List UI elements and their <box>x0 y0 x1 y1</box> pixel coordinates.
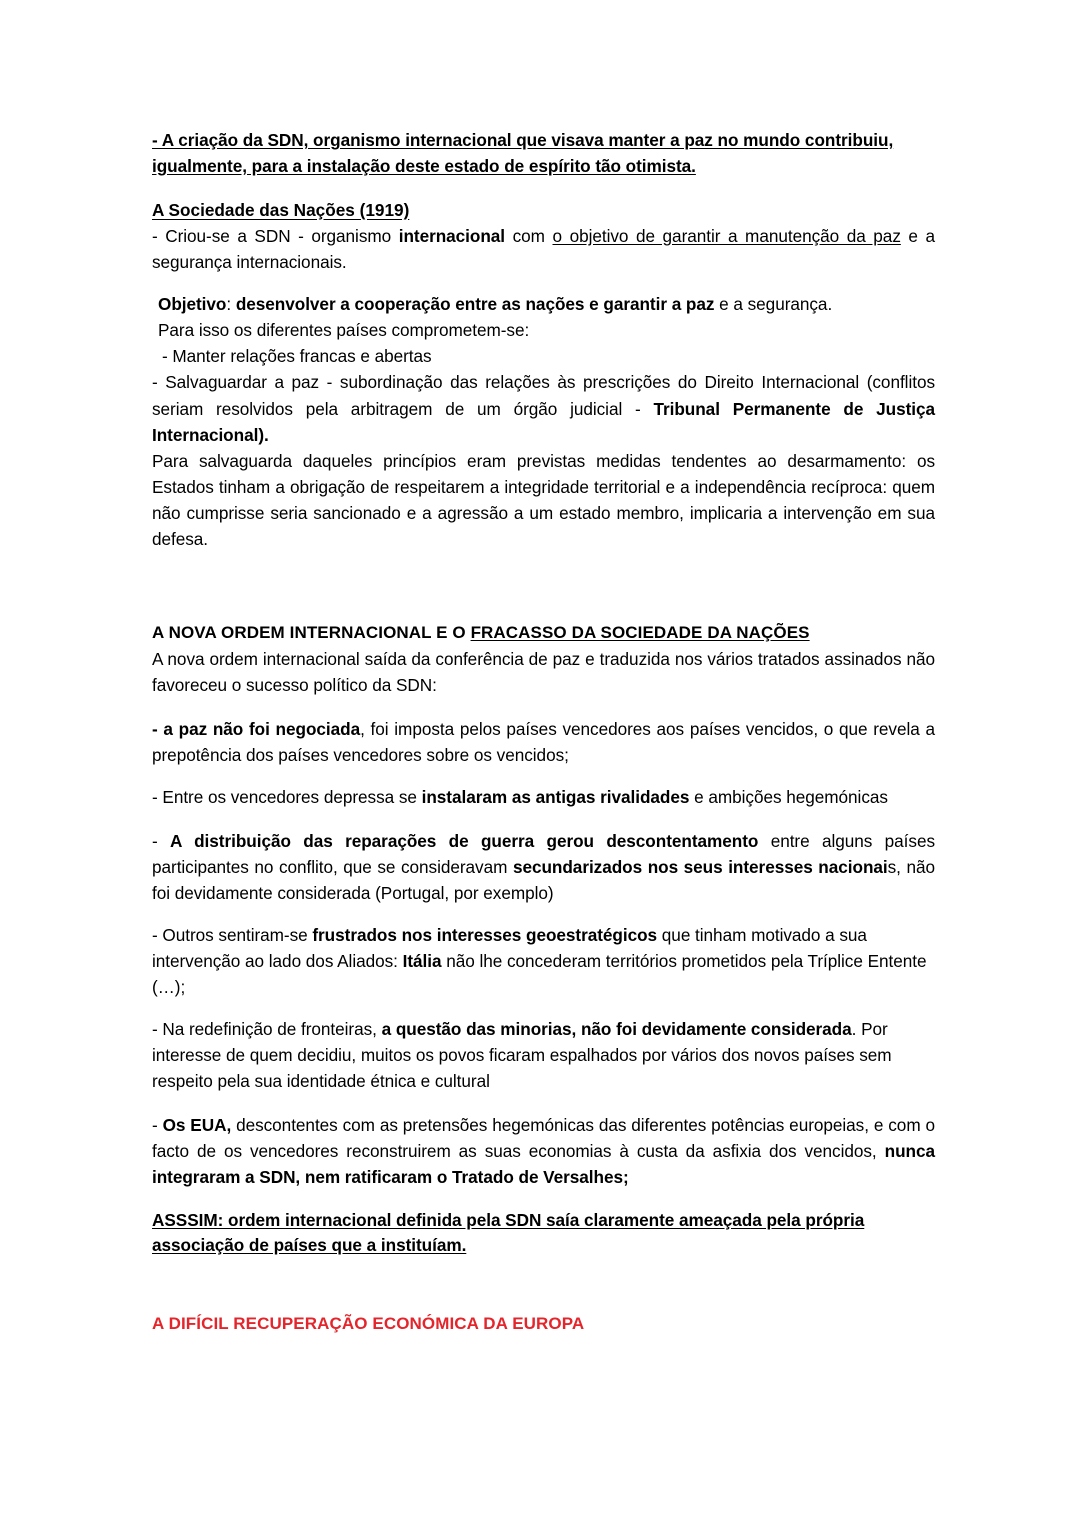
commitment-2-bold-tribunal: Tribunal Permanente de Justiça Internacional). <box>152 398 935 445</box>
reason-usa-part1: - <box>152 1114 163 1135</box>
heading-nova-ordem-internacional <box>152 620 935 646</box>
objetivo-bold-text: desenvolver a cooperação entre as nações e garantir a paz <box>235 294 715 315</box>
paragraph-reason-rivalries <box>152 785 935 811</box>
reason-geo-bold1: frustrados nos interesses geoestratégicos <box>312 925 658 945</box>
paragraph-reason-peace <box>152 716 935 768</box>
reason-geo-bold2: Itália <box>402 950 442 971</box>
list-item-commitment-2 <box>152 369 935 447</box>
objetivo-tail: e a segurança. <box>714 294 833 315</box>
reason-minorities-part1: - Na redefinição de fronteiras, <box>152 1019 382 1040</box>
sdn-created-part3: e a segurança internacionais. <box>152 225 935 272</box>
heading-sociedade-label: A Sociedade das Nações (1919) <box>152 199 410 220</box>
paragraph-objetivo <box>152 292 935 318</box>
intro-line-2: igualmente, para a instalação deste estado de espírito tão otimista. <box>152 155 696 176</box>
reason-rivalries-part1: - Entre os vencedores depressa se <box>152 786 422 807</box>
reason-rivalries-part2: e ambições hegemónicas <box>689 786 888 807</box>
reason-reparations-part1: - <box>152 830 171 851</box>
list-item-commitment-1: - Manter relações francas e abertas <box>162 345 432 366</box>
nova-ordem-underlined: FRACASSO DA SOCIEDADE DA NAÇÕES <box>470 623 810 643</box>
intro-line-1: - A criação da SDN, organismo internacional que visava manter a paz no mundo contribuiu, <box>152 130 894 150</box>
reason-geo-part3: não lhe concederam territórios prometidos pela Tríplice Entente (…); <box>152 950 927 997</box>
reason-usa-bold-sdn: nunca integraram a SDN, nem ratificaram o Tratado de Versalhes; <box>152 1140 935 1188</box>
reason-usa-bold-eua: Os EUA, <box>162 1114 232 1135</box>
heading-recuperacao-label: A DIFÍCIL RECUPERAÇÃO ECONÓMICA DA EUROPA <box>152 1314 585 1334</box>
paragraph-reason-reparations <box>152 828 935 906</box>
conclusion-line-2: associação de países que a instituíam. <box>152 1235 467 1256</box>
reason-minorities-bold: a questão das minorias, não foi devidamente considerada <box>381 1019 852 1040</box>
reason-usa-part2: descontentes com as pretensões hegemónicas das diferentes potências europeias, e com o facto de os vencedores reconstruirem as suas economias à custa da asfixia dos vencidos, <box>152 1114 935 1161</box>
paragraph-reason-usa <box>152 1112 935 1190</box>
reason-peace-bold: - a paz não foi negociada <box>152 718 361 739</box>
paragraph-intro-underlined <box>152 128 935 180</box>
sdn-created-underline-objetivo: o objetivo de garantir a manutenção da paz <box>552 225 901 246</box>
sdn-created-bold-internacional: internacional <box>398 225 506 246</box>
paragraph-reason-geostrategic <box>152 923 935 1000</box>
reason-reparations-part2: entre alguns países participantes no conflito, que se consideravam <box>152 830 935 877</box>
objetivo-label: Objetivo <box>158 294 227 315</box>
paragraph-sdn-created <box>152 223 935 275</box>
paragraph-new-order-intro: A nova ordem internacional saída da conferência de paz e traduzida nos vários tratados assinados não favoreceu o sucesso político da SDN: <box>152 649 935 696</box>
paragraph-conclusion <box>152 1207 935 1259</box>
commitment-2-part1: - Salvaguardar a paz - subordinação das relações às prescrições do Direito Internacional (conflitos seriam resolvidos pela arbitragem de um órgão judicial - <box>152 372 935 419</box>
paragraph-reason-minorities <box>152 1017 935 1094</box>
reason-rivalries-bold: instalaram as antigas rivalidades <box>421 786 690 807</box>
reason-geo-part1: - Outros sentiram-se <box>152 925 313 945</box>
paragraph-commitments-intro: Para isso os diferentes países comprometem-se: <box>158 319 530 340</box>
nova-ordem-plain: A NOVA ORDEM INTERNACIONAL E O <box>152 623 471 643</box>
reason-reparations-bold1: A distribuição das reparações de guerra gerou descontentamento <box>170 830 759 851</box>
objetivo-colon: : <box>226 294 236 315</box>
heading-recuperacao-economica <box>152 1311 935 1337</box>
reason-reparations-bold2: secundarizados nos seus interesses nacionai <box>512 856 888 877</box>
sdn-created-part2: com <box>505 225 553 246</box>
sdn-created-part1: - Criou-se a SDN - organismo <box>152 225 399 246</box>
heading-sociedade-das-nacoes <box>152 197 935 223</box>
reason-peace-text: , foi imposta pelos países vencedores aos países vencidos, o que revela a prepotência dos países vencedores sobre os vencidos; <box>152 718 935 765</box>
reason-geo-part2: que tinham motivado a sua intervenção ao lado dos Aliados: <box>152 925 867 971</box>
paragraph-safeguard: Para salvaguarda daqueles princípios eram previstas medidas tendentes ao desarmamento: os Estados tinham a obrigação de respeitarem a integridade territorial e a independência recíproca: quem não cumprisse seria sancionado e a agressão a um estado membro, implicaria a intervenção em sua defesa. <box>152 450 935 550</box>
conclusion-line-1: ASSSIM: ordem internacional definida pela SDN saía claramente ameaçada pela própria <box>152 1210 865 1231</box>
reason-minorities-part2: . Por interesse de quem decidiu, muitos os povos ficaram espalhados por vários dos novos países sem respeito pela sua identidade étnica e cultural <box>152 1019 892 1091</box>
reason-reparations-part3: s, não foi devidamente considerada (Portugal, por exemplo) <box>152 856 935 903</box>
